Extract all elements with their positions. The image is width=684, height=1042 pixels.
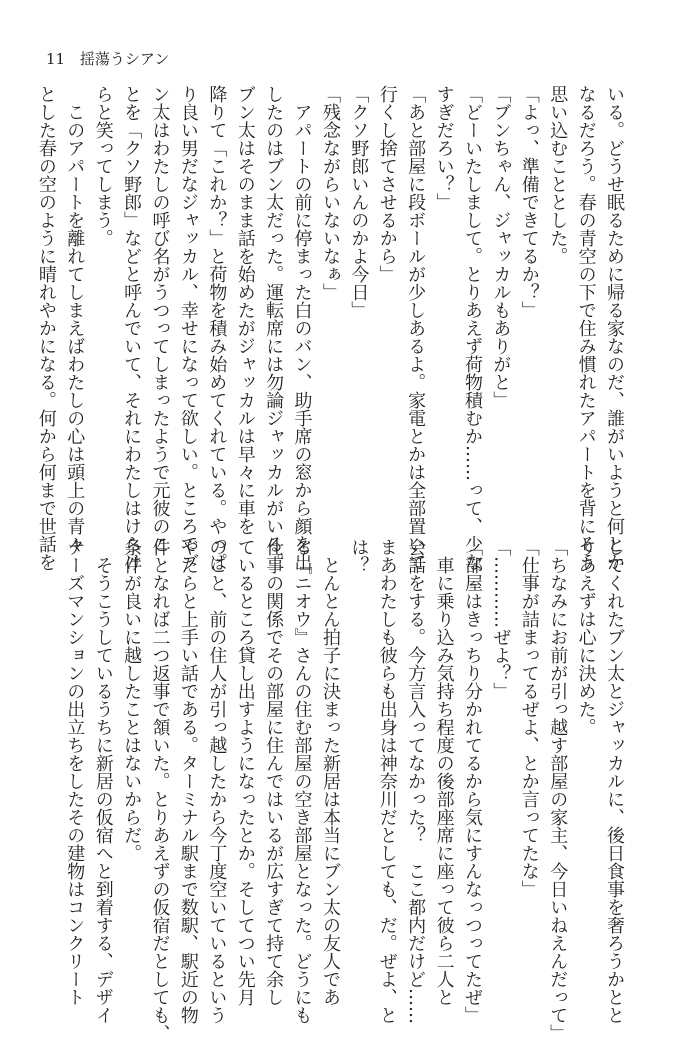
text-line: すぎだろい？」 <box>433 85 455 211</box>
text-line: そうこうしているうちに新居の仮宿へと到着する、デザイ <box>92 538 114 1024</box>
text-line: 件となれば二つ返事で頷いた。とりあえずの仮宿だとしても、 <box>149 538 171 1042</box>
text-line: 降りて「これか？」と荷物を積み始めてくれている。やっぱ <box>206 85 228 571</box>
text-line: ているところ貸し出すようになったとか。そしてつい先月 <box>234 538 256 1006</box>
text-line: 条件が良いに越したことはないからだ。 <box>121 538 143 862</box>
text-line: いる。どうせ眠るために帰る家なのだ、誰がいようと何とか <box>604 85 625 571</box>
text-line: 車に乗り込み気持ち程度の後部座席に座って彼ら二人と <box>433 538 455 1006</box>
text-line: してくれたブン太とジャッカルに、後日食事を奢ろうかとと <box>604 538 625 1024</box>
text-line: 「ちなみにお前が引っ越す部屋の家主、今日いねえんだって」 <box>547 538 569 1042</box>
text-line: アパートの前に停まった白のバン、助手席の窓から顔を出 <box>291 85 313 571</box>
text-line: る『ニオウ』さんの住む部屋の空き部屋となった。どうにも <box>291 538 313 1024</box>
text-line: ブン太はそのまま話を始めたがジャッカルは早々に車を <box>234 85 256 535</box>
text-line: 「仕事が詰まってるぜよ、とか言ってたな」 <box>518 538 540 898</box>
text-line: やたらと上手い話である。ターミナル駅まで数駅、駅近の物 <box>177 538 199 1024</box>
text-line: 「…………ぜよ？」 <box>490 538 512 700</box>
text-line: 思い込むこととした。 <box>547 85 569 265</box>
text-line: は？ <box>348 538 370 574</box>
text-line: 行くし捨てさせるから」 <box>376 85 398 283</box>
text-line: とんとん拍子に決まった新居は本当にブン太の友人であ <box>319 538 341 1006</box>
text-line: 「どーいたしまして。とりあえず荷物積むか……って、少な <box>461 85 483 571</box>
text-line: 会話をする。今方言入ってなかった？ ここ都内だけど…… <box>405 538 427 1024</box>
page-number: 11 <box>46 50 66 68</box>
text-line: のこと、前の住人が引っ越したから今丁度空いているという <box>206 538 228 1024</box>
text-line: らと笑ってしまう。 <box>92 85 114 247</box>
text-line: 「クソ野郎いんのかよ今日」 <box>348 85 370 319</box>
text-line: り良い男だなジャッカル、幸せになって欲しい。ところでブ <box>177 85 199 571</box>
text-line: 「残念ながらいないなぁ」 <box>319 85 341 301</box>
lower-text-column <box>64 538 628 1042</box>
text-line: ナーズマンションの出立ちをしたその建物はコンクリート <box>64 538 86 1006</box>
book-title: 揺蕩うシアン <box>79 50 170 68</box>
text-line: りあえずは心に決めた。 <box>575 538 597 736</box>
text-line: ン太はわたしの呼び名がうつってしまったようで元彼のこ <box>149 85 171 553</box>
text-line: 「よっ、準備できてるか？」 <box>518 85 540 319</box>
text-line: したのはブン太だった。運転席には勿論ジャッカルがいる。 <box>263 85 285 571</box>
text-line: 仕事の関係でその部屋に住んではいるが広すぎて持て余し <box>263 538 285 1006</box>
text-line: 「あと部屋に段ボールが少しあるよ。家電とかは全部置いて <box>405 85 427 571</box>
text-line: 「ブンちゃん、ジャッカルもありがと」 <box>490 85 512 409</box>
running-header <box>46 48 169 69</box>
upper-text-column <box>35 85 628 571</box>
text-line: とした春の空のように晴れやかになる。何から何まで世話を <box>35 85 57 571</box>
text-line: 「部屋はきっちり分かれてるから気にすんなっつってたぜ」 <box>461 538 483 1024</box>
text-line: とを「クソ野郎」などと呼んでいて、それにわたしはけらけ <box>121 85 143 571</box>
text-line: このアパートを離れてしまえばわたしの心は頭上の青々 <box>64 85 86 553</box>
text-line: まあわたしも彼らも出身は神奈川だとしても、だ。ぜよ、と <box>376 538 398 1024</box>
text-line: なるだろう。春の青空の下で住み慣れたアパートを背にそう <box>575 85 597 571</box>
